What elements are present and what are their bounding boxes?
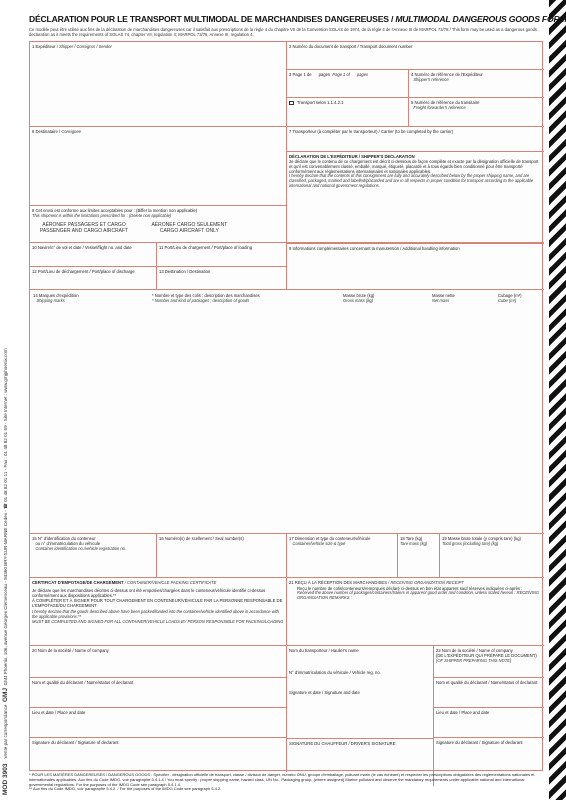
field-number: 4 (411, 72, 414, 77)
field-label: Lieu et date / Place and date (32, 710, 86, 715)
declarant-signature-right[interactable] (434, 738, 544, 772)
field-14-goods-description[interactable] (30, 290, 544, 534)
field-number: 1 (32, 44, 35, 49)
field-label: N° d'identification du conteneur (37, 536, 96, 541)
field-label: Masse brute totale (y compris tare) (kg) (447, 536, 521, 541)
field-20-company-name[interactable] (30, 646, 287, 678)
place-date-right[interactable] (434, 708, 544, 738)
certificate-heading: CERTIFICAT D'EMPOTAGE/DE CHARGEMENT (32, 580, 124, 585)
field-sublabel: (DE L'EXPÉDITEUR QUI PRÉPARE LE DOCUMENT) (436, 653, 537, 659)
place-date-left[interactable] (30, 708, 287, 738)
field-label: Dimension et type du conteneur/véhicule (294, 536, 371, 541)
field-label: Port/Lieu de chargement / Port/place of loading (164, 245, 253, 250)
field-label: Signature et date / Signature and date (289, 690, 360, 696)
driver-signature[interactable] (287, 738, 434, 772)
column-label-fr: Cubage (m³) (498, 293, 522, 298)
field-label: Nom de la société / Name of company (441, 648, 513, 653)
title-fr: DÉCLARATION POUR LE TRANSPORT MULTIMODAL DE MARCHANDISES DANGEREUSES / (29, 14, 394, 24)
field-label: Numéro du document de transport / Transport document number (292, 44, 413, 49)
field-number: 22 (436, 648, 441, 653)
option-label-en: PASSENGER AND CARGO AIRCRAFT (39, 227, 129, 234)
field-label: Navire/n° de vol et date / Vessel/flight no. and date (37, 245, 132, 250)
side-imprint (2, 348, 10, 795)
footnote-1: * POUR LES MATIÈRES DANGEREUSES / DANGEROUS GOODS : Spécifier : désignation officielle de transport, classe / division de danger, numéro ONU, groupe d'emballage, polluant marin (le cas échéant) et respecter les prescriptions obligatoires des réglementations nationales et internationales applicables. Aux fins du Code IMDG, voir paragraphe 5.4.1.4 / You must specify : proper shipping name, hazard class, UN No., Packaging group, (where assigned) Marine pollutant and observe the mandatory requirements under applicable national and international governmental regulations. For the purposes of the IMDG Code see paragraph 5.4.1.4. (29, 772, 535, 787)
field-label: SIGNATURE DU CHAUFFEUR / DRIVER'S SIGNATURE (289, 741, 396, 746)
option-label-en: CARGO AIRCRAFT ONLY (159, 227, 219, 234)
field-7-carrier[interactable] (287, 127, 544, 151)
field-label: Lieu et date / Place and date (436, 710, 490, 715)
option-label-fr: AÉRONEF CARGO SEULEMENT (151, 221, 228, 228)
field-label: Nom du transporteur / Haulier's name (289, 648, 359, 653)
column-label-fr: Masse nette (432, 293, 455, 298)
field-label: Destination / Destination (164, 269, 211, 274)
form-intro: Ce modèle peut être utilisé aux fins de la déclaration de marchandises dangereuses car il satisfait aux prescriptions de la règle 4 du chapitre VII de la Convention SOLAS de 1974, de la règle 4 de l'Annexe III de MARPOL 73/78 / This form may be used as a dangerous goods declaration as it meets the requirements of SOLAS 74, chapter VII, regulation 4; MARPOL 73/78, Annexe III, regulation 4. (29, 27, 538, 38)
field-number: 20 (32, 648, 37, 653)
field-number: 14 (33, 293, 38, 298)
field-label: Expéditeur (35, 44, 56, 49)
field-13-destination[interactable] (157, 267, 287, 290)
declaration-heading: DÉCLARATION DE L'EXPÉDITEUR / SHIPPER'S DECLARATION (289, 154, 415, 159)
field-3-page-count[interactable] (287, 70, 409, 98)
declaration-text-fr: Je déclare que le contenu de ce chargement est décrit ci-dessous de façon complète et exacte par la désignation officielle de transport et qu'il est convenablement classé, emballé, marqué, étiqueté, placardé et à tous égards bien conditionné pour être transporté conformément aux réglementations internationales et nationales applicables. (289, 159, 539, 175)
column-label-en: Gross mass (kg) (343, 298, 374, 304)
field-label: Port/Lieu de déchargement / Port/place of discharge (37, 269, 135, 274)
field-label: REÇU À LA RÉCEPTION DES MARCHANDISES (294, 580, 387, 585)
field-15-container-id[interactable] (30, 534, 157, 578)
col-shipping-marks (33, 293, 79, 304)
form-code: MOD 3903 (2, 763, 9, 795)
field-number: 8 (32, 208, 35, 213)
certificate-text-fr: Je déclare que les marchandises décrites ci-dessus ont été empotées/chargées dans le conteneur/véhicule identifié ci-dessus conformément aux dispositions applicables.** (32, 587, 266, 598)
field-number: 5 (411, 100, 414, 105)
field-number: 12 (32, 269, 37, 274)
field-12-port-discharge[interactable] (30, 267, 157, 290)
field-21-receiving-receipt[interactable] (287, 578, 544, 646)
field-label: Destinataire (35, 129, 58, 134)
declaration-text-en: I hereby declare that the contents of this consignment are fully and accurately described below by the proper shipping name, and are classified, packaged, marked and labelled/placarded and are in all respects in proper condition for transport according to the applicable international and national government regulations. (289, 173, 534, 188)
receipt-text-fr: Reçu le nombre de colis/conteneurs/remorques déclaré ci-dessus en bon état apparent sauf réserves indiquées ci-après : (297, 585, 523, 591)
field-sublabel: Shipper / Consignor / Sender (59, 44, 112, 49)
receipt-text-en: Received the above number of packages/containers/trailers in apparent good order and condition, unless stated hereon : RECEIVING ORGANISATION REMARKS : (297, 589, 540, 600)
field-17-container-size[interactable] (287, 534, 398, 578)
column-label-en: Net mass (432, 298, 450, 304)
certificate-instruction-en: MUST BE COMPLETED AND SIGNED FOR ALL CONTAINER/VEHICLE LOADS BY PERSON RESPONSIBLE FOR PACKING/LOADING (32, 618, 284, 624)
footnotes (29, 773, 543, 792)
field-22-company-name[interactable] (434, 646, 544, 678)
field-label: Numéro de référence du transitaire (414, 100, 480, 105)
field-label: Marques d'expédition (38, 293, 79, 298)
side-sales-text: Vente par correspondance (3, 704, 8, 759)
certificate-text-en: I hereby declare that the goods described above have been packed/loaded into the container/vehicle identified above in accordance with the applicable provisions.** (32, 609, 279, 619)
field-sublabel: Freight forwarder's reference (413, 105, 466, 111)
field-label: Transport selon 1.1.4.2.1 (297, 100, 344, 105)
field-sublabel: Shipper's reference (413, 77, 449, 83)
field-sublabel: Tare mass (kg) (400, 541, 428, 547)
field-sublabel: Container/vehicle size & type (292, 541, 346, 547)
field-label-en: / RECEIVING ORGANIZATION RECEIPT (388, 580, 464, 585)
col-net-mass (432, 293, 455, 304)
col-gross-mass (343, 293, 374, 304)
field-number: 7 (289, 129, 292, 134)
dangerous-goods-form (29, 41, 543, 771)
field-19-total-gross[interactable] (440, 534, 544, 578)
field-number: 9 (289, 246, 292, 251)
field-18-tare[interactable] (398, 534, 440, 578)
field-label: Signature du déclarant / Signature of declarant (32, 740, 119, 745)
declarant-name-left[interactable] (30, 678, 287, 708)
field-label: Nom de la société / Name of company (37, 648, 109, 653)
publisher-address: GMJ Phoenix, 106, avenue Georges Clemenceau - 94360 BRY-SUR-MARNE Cedex - ☎ 01 48 82 01 11 - Fax : 01 48 82 01 59 - Site Internet : www.gmjphoenix.com (3, 348, 8, 686)
field-label-line2: ou n° d'immatriculation du véhicule (35, 541, 101, 547)
hazard-stripe-border (549, 0, 566, 800)
option-passenger-cargo[interactable] (32, 222, 136, 234)
field-label: Numéro(s) de scellement / Seal number(s) (164, 536, 244, 541)
field-sublabel-pages: pages (356, 72, 369, 77)
field-number: 2 (289, 44, 292, 49)
field-2-transport-doc-number[interactable] (287, 42, 544, 70)
declarant-signature-left[interactable] (30, 738, 287, 772)
field-number: 6 (32, 129, 35, 134)
column-label-fr: Masse brute (kg) (343, 293, 375, 298)
footnote-2: ** Aux fins du Code IMDG, voir paragraphe 5.4.2. / For the purposes of the IMDG Code see paragraph 5.4.2. (29, 786, 222, 792)
field-number: 17 (289, 536, 294, 541)
field-label: Page 1 de (292, 72, 312, 77)
brand-logo: GMJ (2, 687, 9, 702)
field-5-forwarder-reference[interactable] (409, 98, 544, 127)
field-16-seal-numbers[interactable] (157, 534, 287, 578)
packing-certificate (30, 578, 287, 646)
transport-checkbox[interactable] (289, 101, 294, 105)
field-sublabel: This shipment is within the limitations prescribed for : (Delete non-applicable) (32, 213, 172, 219)
field-4-shipper-reference[interactable] (409, 70, 544, 98)
vehicle-reg-field[interactable] (289, 670, 431, 675)
column-label-en: * Number and kind of packages ; description of goods (152, 298, 250, 304)
field-label: Informations complémentaires concernant la manutention / Additional handling information (292, 246, 460, 251)
field-sublabel: Container identification no./vehicle registration no. (35, 546, 127, 552)
field-sublabel: Shipping marks (36, 298, 65, 304)
field-number: 21 (289, 580, 294, 585)
field-label-pages: pages (318, 72, 331, 77)
field-number: 18 (400, 536, 405, 541)
field-label: Cet envoi est conforme aux limites acceptables pour : (Biffer la mention non applicable) (35, 208, 198, 213)
field-label: Signature du déclarant / Signature of declarant (436, 740, 523, 745)
certificate-instruction-fr: À COMPLÉTER ET À SIGNER POUR TOUT CHARGEMENT EN CONTENEUR/VÉHICULE PAR LA PERSONNE RESPONSABLE DE L'EMPOTAGE/DU CHARGEMENT (32, 597, 283, 608)
field-number: 13 (159, 269, 164, 274)
field-number: 16 (159, 536, 164, 541)
field-label: Transporteur (à compléter par le transporteur) / Carrier (to be completed by the carrier) (292, 129, 454, 134)
field-label: Nom et qualité du déclarant / Name/status of declarant (436, 680, 538, 685)
col-cube (498, 293, 522, 304)
column-label-en: Cube (m³) (498, 298, 517, 304)
field-1-shipper[interactable]: 1 Expéditeur / Shipper / Consignor / Sender (30, 42, 287, 127)
field-label: N° d'immatriculation du véhicule / Vehicle reg. no. (289, 670, 381, 676)
field-8-aircraft-limits[interactable] (30, 206, 287, 243)
receiver-signature-field[interactable] (289, 690, 431, 695)
field-sublabel: Consignee (61, 129, 81, 134)
field-sublabel: Page 1 of (332, 72, 350, 77)
field-number: 19 (442, 536, 447, 541)
shipper-declaration (287, 151, 544, 243)
field-6-consignee[interactable]: 6 Destinataire / Consignee (30, 127, 287, 206)
field-number: 3 (289, 72, 292, 77)
form-title (29, 14, 566, 24)
option-label-fr: AÉRONEF PASSAGERS ET CARGO (42, 221, 126, 228)
field-number: 15 (32, 536, 37, 541)
field-label: Nom et qualité du déclarant / Name/status of declarant (32, 680, 134, 685)
col-packages (152, 293, 260, 304)
declarant-name-right[interactable] (434, 678, 544, 708)
field-sublabel: Total gross (including tare) (kg) (442, 541, 499, 547)
transport-section-box[interactable] (287, 98, 409, 127)
field-number: 10 (32, 245, 37, 250)
field-label: Numéro de référence de l'Expéditeur (414, 72, 483, 77)
haulier-name-field[interactable] (289, 648, 431, 653)
certificate-heading-en: / CONTAINER/VEHICLE PACKING CERTIFICATE (124, 580, 217, 585)
option-cargo-only[interactable] (137, 222, 241, 234)
field-11-port-loading[interactable] (157, 243, 287, 267)
column-label-fr: * Nombre et type des colis ; description des marchandises (152, 293, 260, 298)
field-label: Tare (kg) (405, 536, 423, 541)
field-sublabel-en: (OF SHIPPER PREPARING THIS NOTE) (436, 658, 512, 664)
title-en: MULTIMODAL DANGEROUS GOODS FORM (393, 14, 566, 24)
field-9-handling-info[interactable] (287, 243, 544, 290)
field-number: 11 (159, 245, 164, 250)
field-10-vessel-flight[interactable] (30, 243, 157, 267)
